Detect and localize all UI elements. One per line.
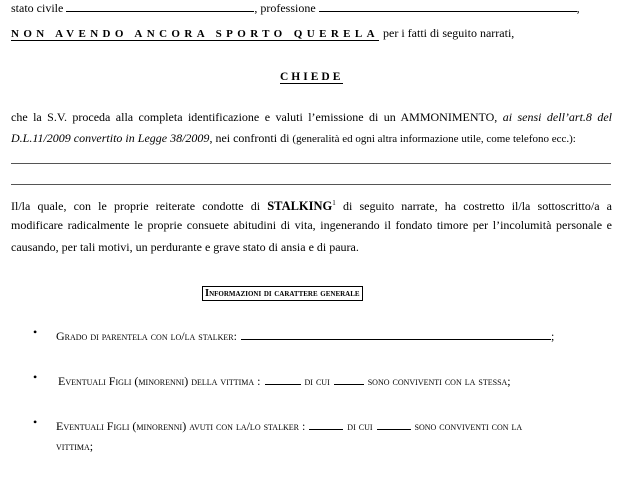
figli-vittima-di-cui: di cui <box>304 374 330 388</box>
professione-label: , professione <box>254 1 316 15</box>
professione-field[interactable] <box>319 1 577 12</box>
figli-stalker-conviventi-field[interactable] <box>377 419 411 430</box>
non-avendo-heading: NON AVENDO ANCORA SPORTO QUERELA <box>11 28 379 40</box>
item-figli-stalker <box>56 417 522 435</box>
figli-vittima-end: sono conviventi con la stessa; <box>367 374 511 388</box>
figli-stalker-di-cui: di cui <box>347 419 373 433</box>
figli-vittima-conviventi-field[interactable] <box>334 374 364 385</box>
figli-stalker-end-b: vittima; <box>56 439 94 453</box>
stato-civile-field[interactable] <box>66 1 254 12</box>
paragraph2-line3: causando, per tali motivi, un perdurante e grave stato di ansia e di paura. <box>11 240 359 254</box>
item-figli-stalker-line2 <box>56 437 93 455</box>
figli-stalker-end-a: sono conviventi con la <box>414 419 523 433</box>
paragraph2-line2: modificare radicalmente le proprie consuete abitudini di vita, ingenerando il fondato timore per l’incolumità personale e <box>11 218 612 232</box>
paragraph2-line1: Il/la quale, con le proprie reiterate condotte di STALKING$^1$ di seguito narrate, ha costretto il/la sottoscritto/a a <box>11 199 613 214</box>
header-line <box>11 1 580 15</box>
grado-label: Grado di parentela con lo/la stalker: <box>56 329 237 343</box>
paragraph1-line2: D.L.11/2009 convertito in Legge 38/2009, nei confronti di (generalità ed ogni altra informazione utile, come telefono ecc.): <box>11 131 576 145</box>
header-end: , <box>576 1 580 15</box>
stato-civile-label: stato civile <box>11 1 64 15</box>
item-figli-vittima <box>58 372 511 390</box>
section-title: Informazioni di carattere generale <box>202 283 363 301</box>
figli-stalker-label: Eventuali Figli (minorenni) avuti con la/lo stalker : <box>56 419 306 433</box>
bullet-2: • <box>33 370 38 384</box>
writing-line-2[interactable] <box>11 184 611 185</box>
figli-vittima-label: Eventuali Figli (minorenni) della vittima : <box>58 374 261 388</box>
bullet-1: • <box>33 325 38 339</box>
writing-line-1[interactable] <box>11 163 611 164</box>
grado-field[interactable] <box>241 329 551 340</box>
figli-vittima-count-field[interactable] <box>265 374 301 385</box>
item-grado <box>56 327 554 345</box>
stalking-term: STALKING$^1$ <box>267 199 336 214</box>
bullet-3: • <box>33 415 38 429</box>
paragraph1-line1: che la S.V. proceda alla completa identificazione e valuti l’emissione di un AMMONIMENTO, ai sensi dell’art.8 del <box>11 110 612 124</box>
figli-stalker-count-field[interactable] <box>309 419 343 430</box>
grado-end: ; <box>550 329 555 343</box>
non-avendo-line <box>11 24 514 42</box>
chiede-heading: CHIEDE <box>280 71 344 83</box>
non-avendo-rest: per i fatti di seguito narrati, <box>383 26 515 40</box>
